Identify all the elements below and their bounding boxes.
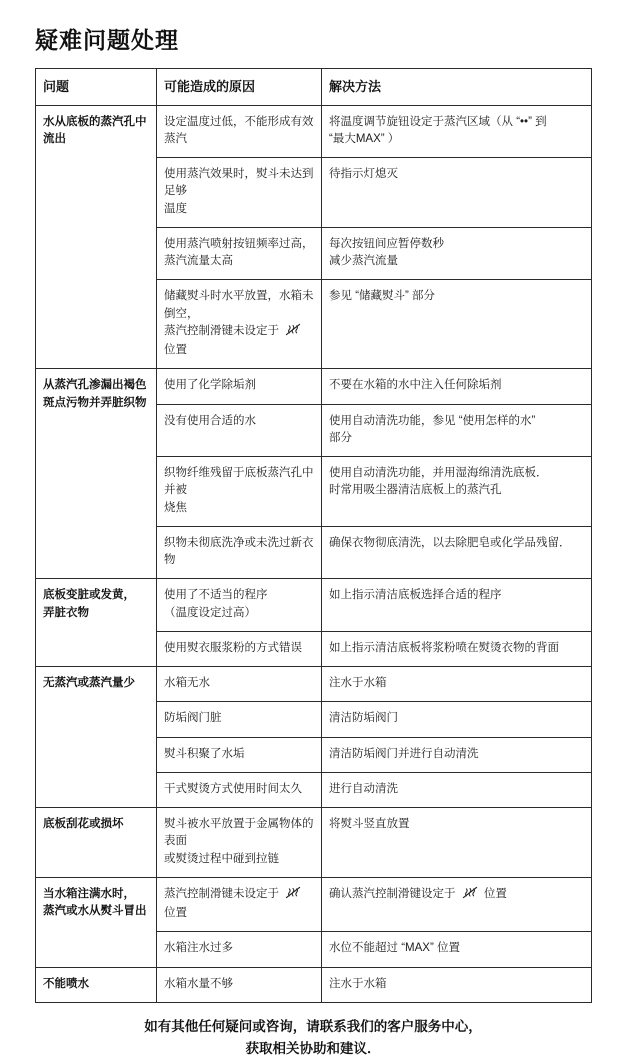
table-row bbox=[36, 877, 592, 932]
cause-cell: 织物纤维残留于底板蒸汽孔中并被 烧焦 bbox=[157, 457, 322, 527]
solution-cell: 将温度调节旋钮设定于蒸汽区域（从 “••” 到 “最大MAX” ） bbox=[322, 105, 592, 158]
solution-cell: 不要在水箱的水中注入任何除垢剂 bbox=[322, 369, 592, 404]
cause-cell: 使用了不适当的程序 （温度设定过高） bbox=[157, 579, 322, 632]
problem-cell: 底板刮花或损坏 bbox=[36, 808, 157, 878]
problem-cell: 无蒸汽或蒸汽量少 bbox=[36, 667, 157, 808]
cause-cell: 织物未彻底洗净或未洗过新衣物 bbox=[157, 526, 322, 579]
solution-cell: 确认蒸汽控制滑键设定于 位置 bbox=[322, 877, 592, 932]
solution-cell: 清洁防垢阀门并进行自动清洗 bbox=[322, 737, 592, 772]
cause-cell: 干式熨烫方式使用时间太久 bbox=[157, 772, 322, 807]
cause-cell: 防垢阀门脏 bbox=[157, 702, 322, 737]
no-steam-icon bbox=[285, 323, 301, 342]
footer-line-2: 获取相关协助和建议． bbox=[245, 1041, 381, 1057]
solution-cell: 水位不能超过 “MAX” 位置 bbox=[322, 932, 592, 967]
cause-cell: 熨斗被水平放置于金属物体的表面 或熨烫过程中碰到拉链 bbox=[157, 808, 322, 878]
solution-cell: 注水于水箱 bbox=[322, 667, 592, 702]
solution-cell: 如上指示清洁底板将浆粉喷在熨烫衣物的背面 bbox=[322, 631, 592, 666]
cause-cell: 蒸汽控制滑键未设定于 位置 bbox=[157, 877, 322, 932]
problem-cell: 当水箱注满水时， 蒸汽或水从熨斗冒出 bbox=[36, 877, 157, 967]
cause-cell: 储藏熨斗时水平放置，水箱未倒空， 蒸汽控制滑键未设定于 位置 bbox=[157, 280, 322, 369]
cause-cell: 水箱无水 bbox=[157, 667, 322, 702]
cause-cell: 使用了化学除垢剂 bbox=[157, 369, 322, 404]
table-row bbox=[36, 369, 592, 404]
cause-cell: 没有使用合适的水 bbox=[157, 404, 322, 457]
solution-cell: 注水于水箱 bbox=[322, 967, 592, 1002]
solution-cell: 使用自动清洗功能，参见 “使用怎样的水” 部分 bbox=[322, 404, 592, 457]
troubleshooting-table bbox=[35, 68, 592, 1003]
footer-line-1: 如有其他任何疑问或咨询，请联系我们的客户服务中心， bbox=[144, 1018, 482, 1034]
cause-cell: 水箱注水过多 bbox=[157, 932, 322, 967]
solution-cell: 如上指示清洁底板选择合适的程序 bbox=[322, 579, 592, 632]
solution-cell: 将熨斗竖直放置 bbox=[322, 808, 592, 878]
table-row bbox=[36, 579, 592, 632]
footer-note bbox=[35, 1016, 591, 1060]
table-header-row bbox=[36, 69, 592, 106]
table-row bbox=[36, 808, 592, 878]
header-solution: 解决方法 bbox=[322, 69, 592, 106]
solution-cell: 待指示灯熄灭 bbox=[322, 158, 592, 228]
table-row bbox=[36, 105, 592, 158]
cause-cell: 使用蒸汽喷射按钮频率过高， 蒸汽流量太高 bbox=[157, 227, 322, 280]
problem-cell: 从蒸汽孔渗漏出褐色 斑点污物并弄脏织物 bbox=[36, 369, 157, 579]
solution-cell: 每次按钮间应暂停数秒 减少蒸汽流量 bbox=[322, 227, 592, 280]
cause-cell: 使用蒸汽效果时，熨斗未达到足够 温度 bbox=[157, 158, 322, 228]
header-cause: 可能造成的原因 bbox=[157, 69, 322, 106]
cause-cell: 水箱水量不够 bbox=[157, 967, 322, 1002]
solution-cell: 确保衣物彻底清洗，以去除肥皂或化学品残留． bbox=[322, 526, 592, 579]
solution-cell: 使用自动清洗功能，并用湿海绵清洗底板． 时常用吸尘器清洁底板上的蒸汽孔 bbox=[322, 457, 592, 527]
page-title: 疑难问题处理 bbox=[35, 27, 179, 53]
solution-cell: 清洁防垢阀门 bbox=[322, 702, 592, 737]
no-steam-icon bbox=[285, 886, 301, 905]
cause-cell: 熨斗积聚了水垢 bbox=[157, 737, 322, 772]
table-row bbox=[36, 967, 592, 1002]
no-steam-icon bbox=[462, 886, 478, 905]
problem-cell: 水从底板的蒸汽孔中流出 bbox=[36, 105, 157, 369]
problem-cell: 不能喷水 bbox=[36, 967, 157, 1002]
cause-cell: 设定温度过低，不能形成有效蒸汽 bbox=[157, 105, 322, 158]
header-problem: 问题 bbox=[36, 69, 157, 106]
cause-cell: 使用熨衣服浆粉的方式错误 bbox=[157, 631, 322, 666]
solution-cell: 进行自动清洗 bbox=[322, 772, 592, 807]
table-row bbox=[36, 667, 592, 702]
solution-cell: 参见 “储藏熨斗” 部分 bbox=[322, 280, 592, 369]
problem-cell: 底板变脏或发黄， 弄脏衣物 bbox=[36, 579, 157, 667]
